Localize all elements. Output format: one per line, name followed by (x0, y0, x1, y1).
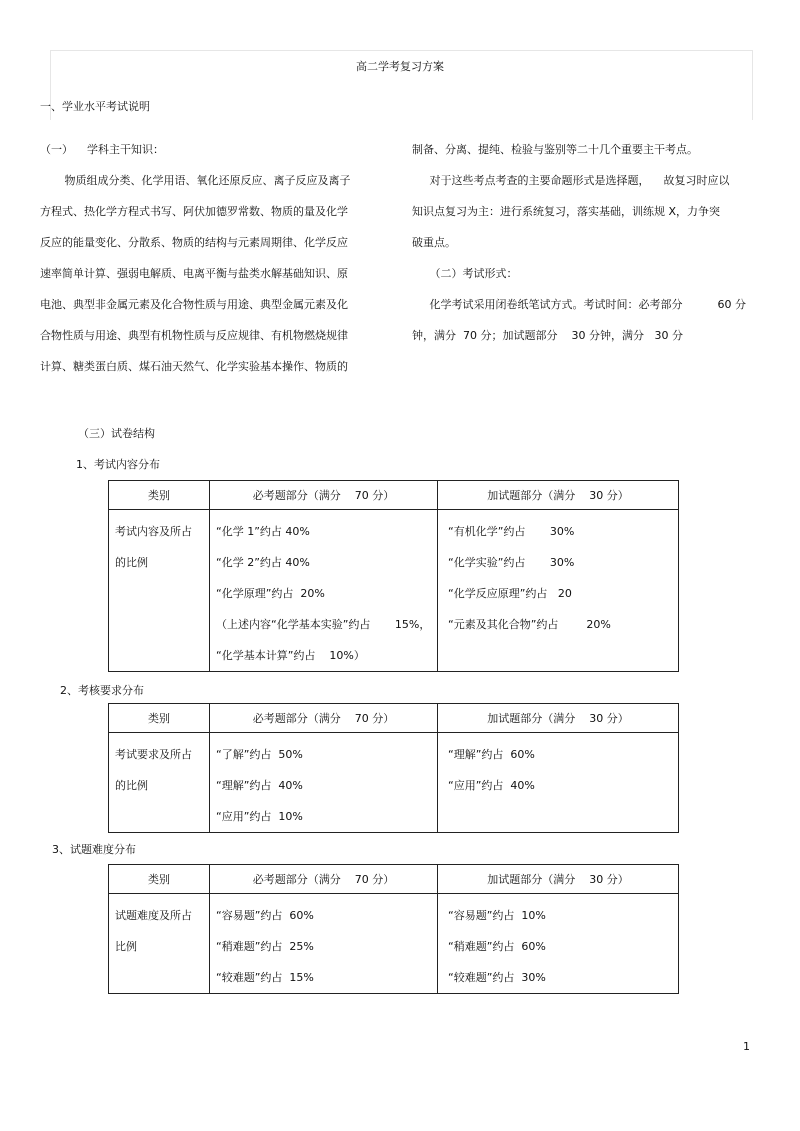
right-col-line: 知识点复习为主：进行系统复习，落实基础，训练规 X，力争突 (412, 205, 721, 218)
required-item: “了解”约占 50% (216, 748, 303, 761)
extra-item: “理解”约占 60% (448, 748, 535, 761)
left-col-line: 电池、典型非金属元素及化合物性质与用途、典型金属元素及化 (40, 298, 348, 311)
requirement-distribution-table (108, 703, 679, 833)
required-item: “化学原理”约占 20% (216, 587, 325, 600)
required-item: “化学 2”约占 40% (216, 556, 310, 569)
extra-item: “较难题”约占 30% (448, 971, 546, 984)
required-item: “应用”约占 10% (216, 810, 303, 823)
left-col-line: 计算、糖类蛋白质、煤石油天然气、化学实验基本操作、物质的 (40, 360, 348, 373)
left-col-line: 物质组成分类、化学用语、氧化还原反应、离子反应及离子 (40, 174, 351, 187)
section-heading-1: 一、学业水平考试说明 (40, 100, 150, 113)
extra-item: “有机化学”约占 30% (448, 525, 575, 538)
required-item: “容易题”约占 60% (216, 909, 314, 922)
extra-item: “化学反应原理”约占 20 (448, 587, 572, 600)
header-required: 必考题部分（满分 70 分） (210, 704, 438, 733)
table-header-row (109, 481, 679, 510)
content-distribution-table (108, 480, 679, 672)
table-row (109, 510, 679, 672)
required-item: （上述内容“化学基本实验”约占 15%， (216, 618, 431, 631)
table-caption-3: 3、试题难度分布 (52, 843, 136, 856)
right-col-line: （二）考试形式： (412, 267, 518, 280)
difficulty-distribution-table (108, 864, 679, 994)
page-number: 1 (743, 1040, 750, 1053)
header-required: 必考题部分（满分 70 分） (210, 865, 438, 894)
header-category: 类别 (109, 865, 210, 894)
row-label-line: 考试要求及所占 (115, 748, 192, 761)
right-col-line: 钟，满分 70 分；加试题部分 30 分钟，满分 30 分 (412, 329, 683, 342)
extra-item: “容易题”约占 10% (448, 909, 546, 922)
table-header-row (109, 704, 679, 733)
row-label-line: 的比例 (115, 556, 148, 569)
right-col-line: 对于这些考点考查的主要命题形式是选择题， 故复习时应以 (412, 174, 730, 187)
row-label-line: 考试内容及所占 (115, 525, 192, 538)
row-label-line: 试题难度及所占 (115, 909, 192, 922)
required-item: “化学基本计算”约占 10%） (216, 649, 365, 662)
header-extra: 加试题部分（满分 30 分） (438, 865, 679, 894)
extra-item: “元素及其化合物”约占 20% (448, 618, 611, 631)
required-item: “理解”约占 40% (216, 779, 303, 792)
left-col-line: （一） 学科主干知识： (40, 143, 164, 156)
right-col-line: 破重点。 (412, 236, 456, 249)
right-col-line: 化学考试采用闭卷纸笔试方式。考试时间：必考部分 60 分 (412, 298, 746, 311)
table-row (109, 894, 679, 994)
left-col-line: 反应的能量变化、分散系、物质的结构与元素周期律、化学反应 (40, 236, 348, 249)
table-row (109, 733, 679, 833)
header-category: 类别 (109, 704, 210, 733)
required-item: “稍难题”约占 25% (216, 940, 314, 953)
table-header-row (109, 865, 679, 894)
required-item: “较难题”约占 15% (216, 971, 314, 984)
extra-item: “稍难题”约占 60% (448, 940, 546, 953)
right-col-line: 制备、分离、提纯、检验与鉴别等二十几个重要主干考点。 (412, 143, 698, 156)
left-col-line: 方程式、热化学方程式书写、阿伏加德罗常数、物质的量及化学 (40, 205, 348, 218)
header-extra: 加试题部分（满分 30 分） (438, 481, 679, 510)
extra-item: “应用”约占 40% (448, 779, 535, 792)
structure-heading: （三）试卷结构 (78, 427, 155, 440)
right-column-text (412, 134, 757, 351)
header-extra: 加试题部分（满分 30 分） (438, 704, 679, 733)
required-item: “化学 1”约占 40% (216, 525, 310, 538)
left-col-line: 合物性质与用途、典型有机物性质与反应规律、有机物燃烧规律 (40, 329, 348, 342)
row-label-line: 的比例 (115, 779, 148, 792)
left-column-text (40, 134, 370, 382)
extra-item: “化学实验”约占 30% (448, 556, 575, 569)
document-title: 高二学考复习方案 (356, 60, 444, 73)
page-frame-top (50, 50, 752, 51)
header-required: 必考题部分（满分 70 分） (210, 481, 438, 510)
row-label-line: 比例 (115, 940, 137, 953)
header-category: 类别 (109, 481, 210, 510)
table-caption-1: 1、考试内容分布 (76, 458, 160, 471)
table-caption-2: 2、考核要求分布 (60, 684, 144, 697)
left-col-line: 速率简单计算、强弱电解质、电离平衡与盐类水解基础知识、原 (40, 267, 348, 280)
